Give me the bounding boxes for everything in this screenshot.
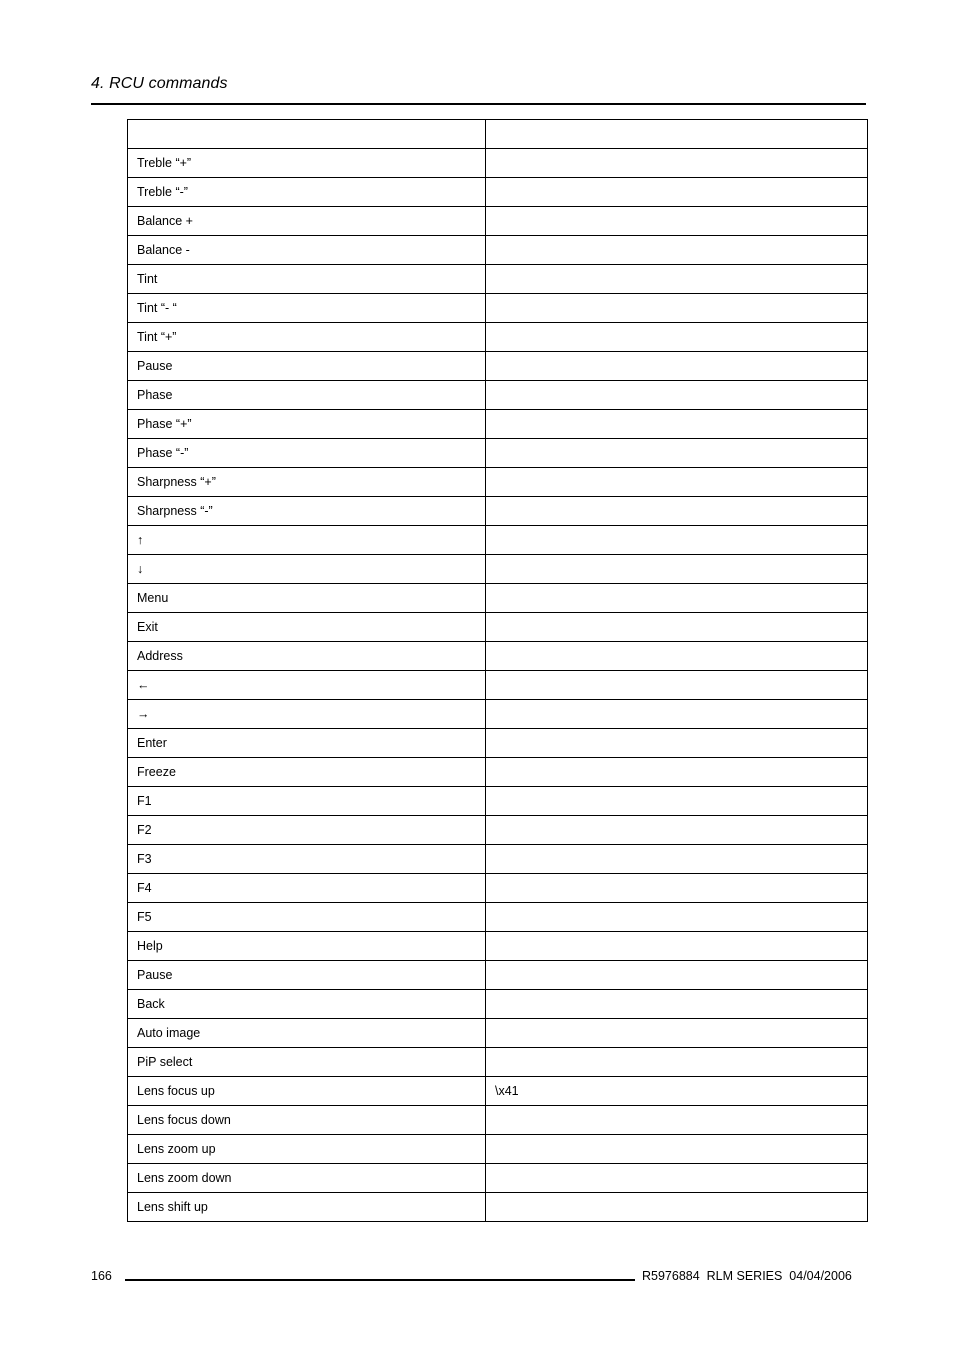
table-row (128, 381, 868, 410)
command-cell: Treble “+” (128, 149, 486, 178)
command-cell: Pause (128, 961, 486, 990)
command-cell: Sharpness “-” (128, 497, 486, 526)
page-section-title: 4. RCU commands (91, 75, 228, 92)
table-row (128, 961, 868, 990)
code-cell (486, 381, 868, 410)
table-row (128, 729, 868, 758)
code-cell (486, 439, 868, 468)
table-row (128, 207, 868, 236)
code-cell: \x41 (486, 1077, 868, 1106)
code-cell (486, 1048, 868, 1077)
command-cell: F4 (128, 874, 486, 903)
table-row (128, 178, 868, 207)
table-header-cell-command (128, 120, 486, 149)
table-row (128, 816, 868, 845)
page-number: 166 (91, 1269, 112, 1283)
table-row (128, 410, 868, 439)
table-row (128, 642, 868, 671)
command-cell: Lens zoom down (128, 1164, 486, 1193)
code-cell (486, 816, 868, 845)
table-row (128, 149, 868, 178)
table-header-row (128, 120, 868, 149)
document-info: R5976884 RLM SERIES 04/04/2006 (642, 1269, 852, 1283)
table-row (128, 1193, 868, 1222)
table-row (128, 352, 868, 381)
code-cell (486, 149, 868, 178)
command-cell: F5 (128, 903, 486, 932)
command-cell: F2 (128, 816, 486, 845)
command-cell: ↓ (128, 555, 486, 584)
command-cell: Treble “-” (128, 178, 486, 207)
command-cell: Lens focus down (128, 1106, 486, 1135)
code-cell (486, 323, 868, 352)
code-cell (486, 932, 868, 961)
code-cell (486, 497, 868, 526)
code-cell (486, 1106, 868, 1135)
command-cell: F1 (128, 787, 486, 816)
table-row (128, 1106, 868, 1135)
table-row (128, 845, 868, 874)
code-cell (486, 671, 868, 700)
table-row (128, 236, 868, 265)
command-cell: Enter (128, 729, 486, 758)
command-cell: Sharpness “+” (128, 468, 486, 497)
code-cell (486, 1019, 868, 1048)
table-row (128, 758, 868, 787)
table-row (128, 671, 868, 700)
table-row (128, 265, 868, 294)
table-row (128, 932, 868, 961)
command-cell: Tint “+” (128, 323, 486, 352)
rcu-command-table-body (128, 120, 868, 1222)
code-cell (486, 903, 868, 932)
command-cell: Lens shift up (128, 1193, 486, 1222)
table-row (128, 613, 868, 642)
command-cell: Exit (128, 613, 486, 642)
command-cell: Lens zoom up (128, 1135, 486, 1164)
code-cell (486, 178, 868, 207)
code-cell (486, 961, 868, 990)
command-cell: ↑ (128, 526, 486, 555)
table-row (128, 903, 868, 932)
code-cell (486, 758, 868, 787)
table-header-cell-code (486, 120, 868, 149)
table-row (128, 497, 868, 526)
command-cell: PiP select (128, 1048, 486, 1077)
code-cell (486, 787, 868, 816)
command-cell: Help (128, 932, 486, 961)
table-row (128, 555, 868, 584)
command-cell: ← (128, 671, 486, 700)
code-cell (486, 236, 868, 265)
command-cell: → (128, 700, 486, 729)
table-row (128, 1077, 868, 1106)
table-row (128, 874, 868, 903)
table-row (128, 526, 868, 555)
table-row (128, 294, 868, 323)
code-cell (486, 555, 868, 584)
command-cell: Address (128, 642, 486, 671)
footer-divider (125, 1279, 635, 1281)
rcu-command-table (127, 119, 868, 1222)
code-cell (486, 700, 868, 729)
code-cell (486, 526, 868, 555)
command-cell: Menu (128, 584, 486, 613)
code-cell (486, 874, 868, 903)
command-cell: Pause (128, 352, 486, 381)
code-cell (486, 352, 868, 381)
table-row (128, 584, 868, 613)
code-cell (486, 207, 868, 236)
command-cell: Freeze (128, 758, 486, 787)
command-cell: Phase “-” (128, 439, 486, 468)
table-row (128, 787, 868, 816)
table-row (128, 990, 868, 1019)
command-cell: Lens focus up (128, 1077, 486, 1106)
table-row (128, 1135, 868, 1164)
code-cell (486, 410, 868, 439)
table-row (128, 1019, 868, 1048)
command-cell: Tint “- “ (128, 294, 486, 323)
command-cell: F3 (128, 845, 486, 874)
code-cell (486, 990, 868, 1019)
code-cell (486, 1193, 868, 1222)
table-row (128, 700, 868, 729)
command-cell: Balance - (128, 236, 486, 265)
code-cell (486, 1135, 868, 1164)
table-row (128, 1048, 868, 1077)
code-cell (486, 845, 868, 874)
command-cell: Phase “+” (128, 410, 486, 439)
table-row (128, 323, 868, 352)
code-cell (486, 468, 868, 497)
code-cell (486, 584, 868, 613)
code-cell (486, 265, 868, 294)
code-cell (486, 613, 868, 642)
code-cell (486, 294, 868, 323)
header-divider (91, 103, 866, 105)
code-cell (486, 729, 868, 758)
command-cell: Back (128, 990, 486, 1019)
table-row (128, 1164, 868, 1193)
table-row (128, 439, 868, 468)
command-cell: Tint (128, 265, 486, 294)
command-cell: Phase (128, 381, 486, 410)
code-cell (486, 1164, 868, 1193)
table-row (128, 468, 868, 497)
command-cell: Auto image (128, 1019, 486, 1048)
command-cell: Balance + (128, 207, 486, 236)
code-cell (486, 642, 868, 671)
